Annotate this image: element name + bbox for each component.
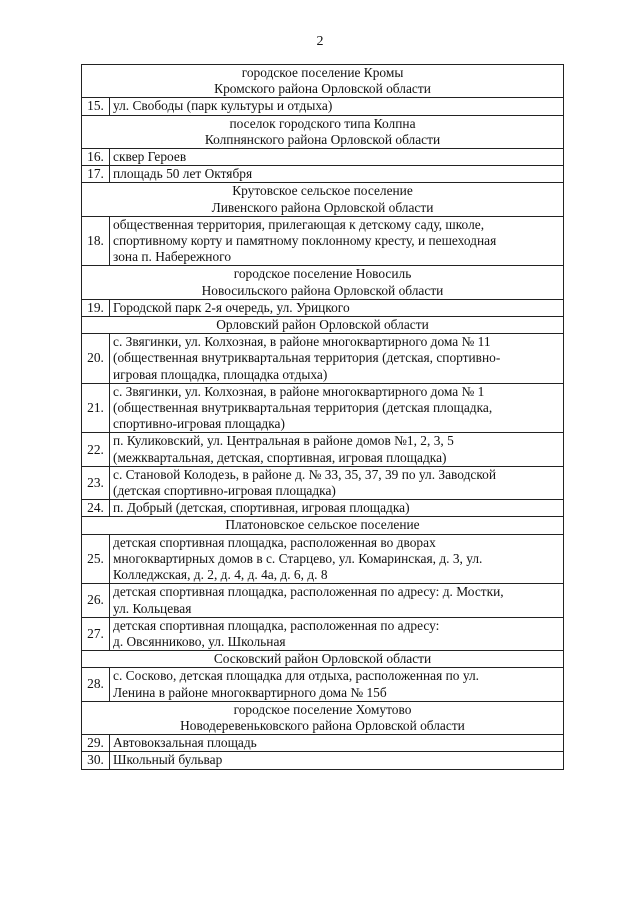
row-description-line: спортивно-игровая площадка) (113, 416, 285, 432)
section-title (82, 517, 564, 534)
row-number: 30. (82, 752, 110, 769)
section-title (82, 65, 564, 98)
page-number: 2 (316, 34, 324, 49)
row-number: 20. (82, 334, 110, 384)
row-number: 28. (82, 668, 110, 701)
section-title-line: Новодеревеньковского района Орловской области (180, 717, 465, 733)
row-description-line: площадь 50 лет Октября (113, 166, 253, 182)
row-number: 18. (82, 216, 110, 266)
row-description (110, 584, 564, 617)
row-description-line: д. Овсянниково, ул. Школьная (113, 633, 286, 649)
table-row (82, 668, 564, 701)
row-description-line: (общественная внутриквартальная территория (детская площадка, (113, 400, 493, 416)
table-row (82, 216, 564, 266)
row-description-line: ул. Кольцевая (113, 600, 192, 616)
row-description-line: с. Звягинки, ул. Колхозная, в районе многоквартирного дома № 11 (113, 334, 491, 350)
section-title (82, 651, 564, 668)
section-title-line: Орловский район Орловской области (216, 317, 429, 333)
section-title-line: городское поселение Хомутово (233, 701, 412, 717)
row-description-line: детская спортивная площадка, расположенная по адресу: д. Мостки, (113, 584, 504, 600)
row-description (110, 98, 564, 115)
table-row (82, 149, 564, 166)
row-description-line: ул. Свободы (парк культуры и отдыха) (113, 98, 333, 114)
section-title-line: Ливенского района Орловской области (211, 199, 434, 215)
table-row (82, 299, 564, 316)
section-title-line: городское поселение Кромы (241, 65, 404, 80)
row-number: 27. (82, 617, 110, 650)
section-title (82, 317, 564, 334)
table-row (82, 334, 564, 384)
row-number: 26. (82, 584, 110, 617)
row-description-line: (общественная внутриквартальная территория (детская, спортивно- (113, 350, 501, 366)
section-title-line: Крутовское сельское поселение (232, 183, 413, 199)
row-number: 19. (82, 299, 110, 316)
section-title-line: Новосильского района Орловской области (201, 282, 444, 298)
row-number: 24. (82, 500, 110, 517)
section-header-row (82, 115, 564, 148)
row-description-line: Городской парк 2-я очередь, ул. Урицкого (113, 299, 350, 315)
row-description-line: Школьный бульвар (113, 752, 223, 768)
row-number: 16. (82, 149, 110, 166)
row-number: 25. (82, 534, 110, 584)
row-number: 23. (82, 466, 110, 499)
row-description-line: (межквартальная, детская, спортивная, игровая площадка) (113, 449, 447, 465)
row-number: 15. (82, 98, 110, 115)
section-title-line: Платоновское сельское поселение (225, 517, 420, 533)
table-body (82, 65, 564, 770)
table-row (82, 500, 564, 517)
row-description-line: Колледжская, д. 2, д. 4, д. 4а, д. 6, д. 8 (113, 567, 328, 583)
row-description-line: спортивному корту и памятному поклонному кресту, и пешеходная (113, 233, 497, 249)
section-header-row (82, 651, 564, 668)
row-description (110, 534, 564, 584)
row-description (110, 752, 564, 769)
row-description-line: игровая площадка, площадка отдыха) (113, 366, 328, 382)
territory-list-table (81, 64, 564, 770)
section-title-line: Колпнянского района Орловской области (204, 131, 441, 147)
section-title (82, 183, 564, 216)
row-description-line: сквер Героев (113, 149, 187, 165)
section-title (82, 115, 564, 148)
table-row (82, 735, 564, 752)
row-description (110, 299, 564, 316)
section-header-row (82, 183, 564, 216)
table-row (82, 466, 564, 499)
section-header-row (82, 517, 564, 534)
row-number: 29. (82, 735, 110, 752)
row-description (110, 668, 564, 701)
row-number: 22. (82, 433, 110, 466)
row-description (110, 617, 564, 650)
section-title (82, 701, 564, 734)
table-row (82, 752, 564, 769)
section-header-row (82, 266, 564, 299)
row-description (110, 735, 564, 752)
table-row (82, 617, 564, 650)
section-title-line: Сосковский район Орловской области (213, 651, 432, 667)
row-description (110, 216, 564, 266)
row-description-line: зона п. Набережного (113, 249, 232, 265)
row-description-line: с. Сосково, детская площадка для отдыха, расположенная по ул. (113, 668, 479, 684)
row-description-line: п. Добрый (детская, спортивная, игровая площадка) (113, 500, 410, 516)
row-description-line: (детская спортивно-игровая площадка) (113, 483, 336, 499)
row-description-line: детская спортивная площадка, расположенная по адресу: (113, 617, 440, 633)
section-title-line: Кромского района Орловской области (214, 81, 431, 97)
row-number: 17. (82, 166, 110, 183)
section-title-line: городское поселение Новосиль (233, 266, 412, 282)
section-title-line: поселок городского типа Колпна (229, 115, 416, 131)
row-description-line: с. Становой Колодезь, в районе д. № 33, 35, 37, 39 по ул. Заводской (113, 466, 497, 482)
row-description (110, 500, 564, 517)
row-description (110, 334, 564, 384)
row-description (110, 466, 564, 499)
row-description-line: с. Звягинки, ул. Колхозная, в районе многоквартирного дома № 1 (113, 383, 485, 399)
section-header-row (82, 701, 564, 734)
section-header-row (82, 317, 564, 334)
row-description-line: многоквартирных домов в с. Старцево, ул. Комаринская, д. 3, ул. (113, 550, 483, 566)
row-description-line: детская спортивная площадка, расположенная во дворах (113, 534, 436, 550)
row-number: 21. (82, 383, 110, 433)
row-description-line: Ленина в районе многоквартирного дома № 15б (113, 684, 387, 700)
row-description (110, 383, 564, 433)
table-row (82, 166, 564, 183)
table-row (82, 98, 564, 115)
section-header-row (82, 65, 564, 98)
table-row (82, 383, 564, 433)
row-description (110, 166, 564, 183)
row-description (110, 149, 564, 166)
row-description-line: Автовокзальная площадь (113, 735, 257, 751)
table-row (82, 534, 564, 584)
table-row (82, 433, 564, 466)
row-description (110, 433, 564, 466)
row-description-line: общественная территория, прилегающая к детскому саду, школе, (113, 216, 485, 232)
section-title (82, 266, 564, 299)
table-row (82, 584, 564, 617)
row-description-line: п. Куликовский, ул. Центральная в районе домов №1, 2, 3, 5 (113, 433, 454, 449)
